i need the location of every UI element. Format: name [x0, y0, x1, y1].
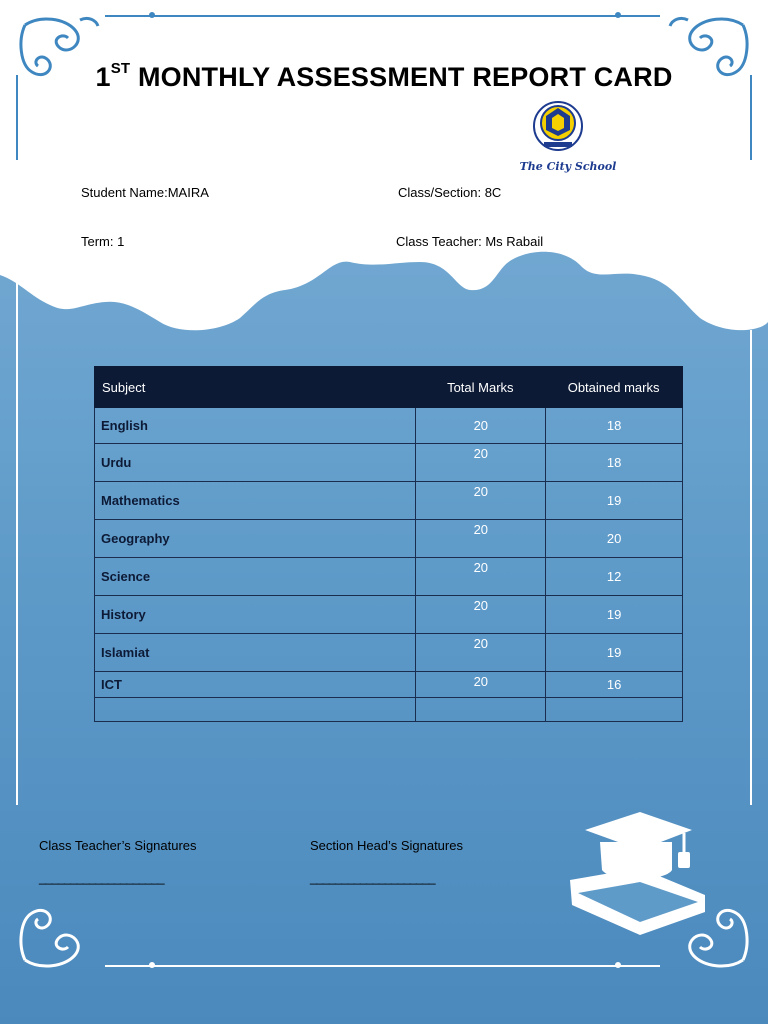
obtained-marks-cell: 18 [546, 444, 683, 482]
title-ordinal: ST [110, 60, 131, 77]
obtained-marks-cell: 18 [546, 408, 683, 444]
obtained-marks-cell: 16 [546, 672, 683, 698]
subject-cell: Science [95, 558, 416, 596]
class-teacher: Class Teacher: Ms Rabail [396, 234, 544, 249]
header-subject: Subject [95, 367, 416, 408]
header-obtained-marks: Obtained marks [546, 367, 683, 408]
school-crest-icon [528, 96, 608, 160]
total-marks-cell: 20 [416, 672, 546, 698]
total-marks-cell: 20 [416, 634, 546, 672]
header-total-marks: Total Marks [416, 367, 546, 408]
cloud-header [0, 0, 768, 330]
total-marks-cell: 20 [416, 558, 546, 596]
subject-cell: Islamiat [95, 634, 416, 672]
table-header-row [95, 367, 683, 408]
class-teacher-signature-label: Class Teacher’s Signatures [39, 838, 197, 853]
obtained-marks-cell: 12 [546, 558, 683, 596]
student-name: Student Name:MAIRA [81, 185, 209, 200]
class-section: Class/Section: 8C [398, 185, 502, 200]
class-teacher-signature-line: ____________________ [39, 870, 164, 885]
table-row [95, 672, 683, 698]
obtained-marks-cell: 19 [546, 596, 683, 634]
total-marks-cell: 20 [416, 482, 546, 520]
report-title [0, 62, 768, 93]
total-marks-cell: 20 [416, 408, 546, 444]
total-marks-cell: 20 [416, 520, 546, 558]
corner-ornament-bottom-right [690, 910, 747, 966]
table-row [95, 482, 683, 520]
title-text: MONTHLY ASSESSMENT REPORT CARD [130, 62, 673, 92]
table-row-empty [95, 698, 683, 722]
subject-cell: History [95, 596, 416, 634]
table-row [95, 634, 683, 672]
term: Term: 1 [81, 234, 125, 249]
subject-cell: Geography [95, 520, 416, 558]
marks-table [94, 366, 683, 722]
table-row [95, 558, 683, 596]
obtained-marks-cell: 20 [546, 520, 683, 558]
corner-ornament-bottom-left [21, 910, 78, 966]
subject-cell: Urdu [95, 444, 416, 482]
title-number: 1 [95, 62, 111, 92]
table-row [95, 596, 683, 634]
school-logo [519, 96, 617, 180]
table-row [95, 444, 683, 482]
table-row [95, 520, 683, 558]
graduation-cap-book-icon [570, 812, 705, 935]
subject-cell: ICT [95, 672, 416, 698]
obtained-marks-cell: 19 [546, 482, 683, 520]
total-marks-cell: 20 [416, 596, 546, 634]
section-head-signature-line: ____________________ [310, 870, 435, 885]
empty-cell [95, 698, 416, 722]
empty-cell [546, 698, 683, 722]
obtained-marks-cell: 19 [546, 634, 683, 672]
total-marks-cell: 20 [416, 444, 546, 482]
subject-cell: English [95, 408, 416, 444]
empty-cell [416, 698, 546, 722]
school-name: The City School [519, 160, 617, 173]
table-row [95, 408, 683, 444]
subject-cell: Mathematics [95, 482, 416, 520]
section-head-signature-label: Section Head’s Signatures [310, 838, 463, 853]
